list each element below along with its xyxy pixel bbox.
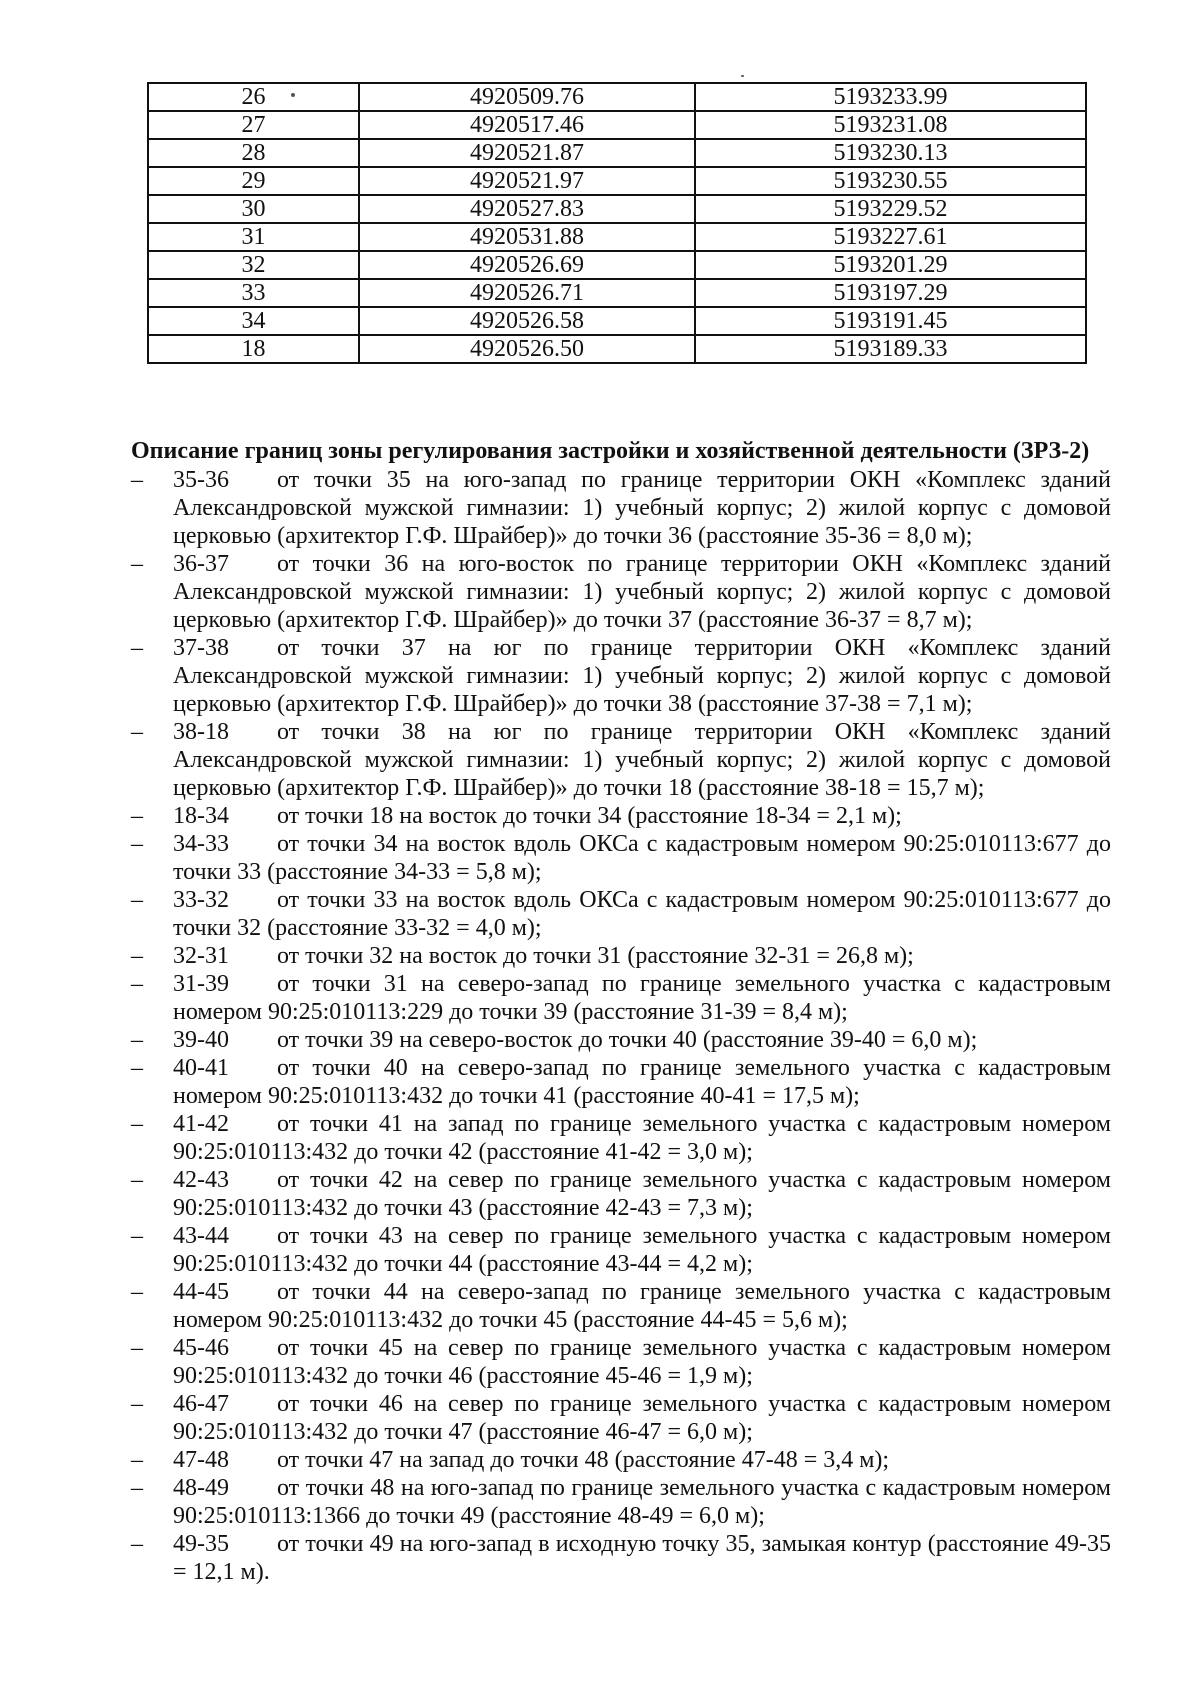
point-number-cell: 28 — [148, 139, 359, 167]
segment-id: 35-36 — [173, 467, 229, 493]
segment-text: от точки 38 на юг по границе территории ОКН «Комплекс зданий Александровской мужской гимназии: 1) учебный корпус; 2) жилой корпус с домовой церковью (архитектор Г.Ф. Шрайбер)» до точки 18 (расстояние 38-18 = 15,7 м); — [173, 719, 1111, 801]
list-item — [131, 970, 1111, 1026]
list-item — [131, 802, 1111, 830]
list-item — [131, 830, 1111, 886]
segment-text: от точки 48 на юго-запад по границе земельного участка с кадастровым номером 90:25:010113:1366 до точки 49 (расстояние 48-49 = 6,0 м); — [173, 1475, 1111, 1529]
y-coordinate-cell: 5193230.13 — [695, 139, 1086, 167]
segment-text: от точки 47 на запад до точки 48 (расстояние 47-48 = 3,4 м); — [277, 1447, 890, 1473]
table-row — [148, 279, 1086, 307]
segment-text: от точки 33 на восток вдоль ОКСа с кадастровым номером 90:25:010113:677 до точки 32 (расстояние 33-32 = 4,0 м); — [173, 887, 1111, 941]
x-coordinate-cell: 4920526.50 — [359, 335, 695, 363]
segment-id: 33-32 — [173, 887, 229, 913]
point-number-cell: 30 — [148, 195, 359, 223]
segment-text: от точки 18 на восток до точки 34 (расстояние 18-34 = 2,1 м); — [277, 803, 902, 829]
list-dash: – — [131, 971, 143, 997]
x-coordinate-cell: 4920517.46 — [359, 111, 695, 139]
point-number-cell: 27 — [148, 111, 359, 139]
segment-id: 43-44 — [173, 1223, 229, 1249]
scan-speck — [291, 93, 295, 97]
segment-id: 36-37 — [173, 551, 229, 577]
x-coordinate-cell: 4920527.83 — [359, 195, 695, 223]
x-coordinate-cell: 4920526.69 — [359, 251, 695, 279]
segment-id: 37-38 — [173, 635, 229, 661]
segment-id: 31-39 — [173, 971, 229, 997]
segment-description — [173, 550, 1111, 634]
y-coordinate-cell: 5193189.33 — [695, 335, 1086, 363]
list-dash: – — [131, 467, 143, 493]
table-row — [148, 167, 1086, 195]
table-row — [148, 195, 1086, 223]
segment-text: от точки 49 на юго-запад в исходную точку 35, замыкая контур (расстояние 49-35 = 12,1 м). — [173, 1531, 1111, 1585]
segment-text: от точки 39 на северо-восток до точки 40 (расстояние 39-40 = 6,0 м); — [277, 1027, 978, 1053]
segment-description — [173, 942, 1111, 970]
list-dash: – — [131, 943, 143, 969]
y-coordinate-cell: 5193231.08 — [695, 111, 1086, 139]
table-row — [148, 139, 1086, 167]
segment-text: от точки 43 на север по границе земельного участка с кадастровым номером 90:25:010113:432 до точки 44 (расстояние 43-44 = 4,2 м); — [173, 1223, 1111, 1277]
point-number-cell: 26 — [148, 83, 359, 111]
boundary-segment-list — [131, 466, 1111, 1586]
list-item — [131, 1474, 1111, 1530]
point-number-cell: 18 — [148, 335, 359, 363]
list-item — [131, 634, 1111, 718]
segment-id: 18-34 — [173, 803, 229, 829]
segment-id: 40-41 — [173, 1055, 229, 1081]
x-coordinate-cell: 4920526.58 — [359, 307, 695, 335]
segment-id: 45-46 — [173, 1335, 229, 1361]
list-dash: – — [131, 635, 143, 661]
list-dash: – — [131, 719, 143, 745]
list-item — [131, 550, 1111, 634]
segment-text: от точки 36 на юго-восток по границе территории ОКН «Комплекс зданий Александровской мужской гимназии: 1) учебный корпус; 2) жилой корпус с домовой церковью (архитектор Г.Ф. Шрайбер)» до точки 37 (расстояние 36-37 = 8,7 м); — [173, 551, 1111, 633]
list-item — [131, 1278, 1111, 1334]
list-item — [131, 1390, 1111, 1446]
segment-id: 47-48 — [173, 1447, 229, 1473]
list-dash: – — [131, 1055, 143, 1081]
table-row — [148, 223, 1086, 251]
table-row — [148, 111, 1086, 139]
list-item — [131, 886, 1111, 942]
segment-description — [173, 1446, 1111, 1474]
coordinates-table-body — [148, 83, 1086, 363]
segment-id: 32-31 — [173, 943, 229, 969]
list-item — [131, 1334, 1111, 1390]
x-coordinate-cell: 4920521.87 — [359, 139, 695, 167]
segment-description — [173, 1110, 1111, 1166]
segment-text: от точки 32 на восток до точки 31 (расстояние 32-31 = 26,8 м); — [277, 943, 914, 969]
y-coordinate-cell: 5193227.61 — [695, 223, 1086, 251]
segment-text: от точки 44 на северо-запад по границе земельного участка с кадастровым номером 90:25:010113:432 до точки 45 (расстояние 44-45 = 5,6 м); — [173, 1279, 1111, 1333]
segment-description — [173, 466, 1111, 550]
y-coordinate-cell: 5193229.52 — [695, 195, 1086, 223]
segment-description — [173, 1222, 1111, 1278]
list-dash: – — [131, 1279, 143, 1305]
list-dash: – — [131, 1447, 143, 1473]
segment-text: от точки 46 на север по границе земельного участка с кадастровым номером 90:25:010113:432 до точки 47 (расстояние 46-47 = 6,0 м); — [173, 1391, 1111, 1445]
list-dash: – — [131, 551, 143, 577]
segment-text: от точки 37 на юг по границе территории ОКН «Комплекс зданий Александровской мужской гимназии: 1) учебный корпус; 2) жилой корпус с домовой церковью (архитектор Г.Ф. Шрайбер)» до точки 38 (расстояние 37-38 = 7,1 м); — [173, 635, 1111, 717]
list-dash: – — [131, 1167, 143, 1193]
y-coordinate-cell: 5193197.29 — [695, 279, 1086, 307]
table-row — [148, 83, 1086, 111]
list-item — [131, 1530, 1111, 1586]
segment-description — [173, 1334, 1111, 1390]
table-row — [148, 307, 1086, 335]
segment-description — [173, 718, 1111, 802]
list-item — [131, 1222, 1111, 1278]
list-item — [131, 1110, 1111, 1166]
segment-text: от точки 40 на северо-запад по границе земельного участка с кадастровым номером 90:25:010113:432 до точки 41 (расстояние 40-41 = 17,5 м); — [173, 1055, 1111, 1109]
segment-description — [173, 634, 1111, 718]
segment-id: 38-18 — [173, 719, 229, 745]
point-number-cell: 32 — [148, 251, 359, 279]
segment-description — [173, 1390, 1111, 1446]
section-heading: Описание границ зоны регулирования застройки и хозяйственной деятельности (ЗРЗ-2) — [131, 438, 1090, 464]
list-item — [131, 1166, 1111, 1222]
segment-text: от точки 34 на восток вдоль ОКСа с кадастровым номером 90:25:010113:677 до точки 33 (расстояние 34-33 = 5,8 м); — [173, 831, 1111, 885]
list-dash: – — [131, 1223, 143, 1249]
segment-id: 39-40 — [173, 1027, 229, 1053]
point-number-cell: 34 — [148, 307, 359, 335]
segment-id: 41-42 — [173, 1111, 229, 1137]
list-dash: – — [131, 803, 143, 829]
list-dash: – — [131, 831, 143, 857]
point-number-cell: 33 — [148, 279, 359, 307]
table-row — [148, 251, 1086, 279]
list-dash: – — [131, 1111, 143, 1137]
segment-description — [173, 802, 1111, 830]
segment-text: от точки 45 на север по границе земельного участка с кадастровым номером 90:25:010113:432 до точки 46 (расстояние 45-46 = 1,9 м); — [173, 1335, 1111, 1389]
x-coordinate-cell: 4920509.76 — [359, 83, 695, 111]
segment-id: 48-49 — [173, 1475, 229, 1501]
list-item — [131, 1446, 1111, 1474]
segment-description — [173, 1026, 1111, 1054]
x-coordinate-cell: 4920531.88 — [359, 223, 695, 251]
list-dash: – — [131, 887, 143, 913]
segment-id: 42-43 — [173, 1167, 229, 1193]
segment-text: от точки 42 на север по границе земельного участка с кадастровым номером 90:25:010113:432 до точки 43 (расстояние 42-43 = 7,3 м); — [173, 1167, 1111, 1221]
segment-description — [173, 886, 1111, 942]
scan-speck — [741, 75, 744, 77]
x-coordinate-cell: 4920526.71 — [359, 279, 695, 307]
segment-id: 34-33 — [173, 831, 229, 857]
segment-text: от точки 31 на северо-запад по границе земельного участка с кадастровым номером 90:25:010113:229 до точки 39 (расстояние 31-39 = 8,4 м); — [173, 971, 1111, 1025]
point-number-cell: 29 — [148, 167, 359, 195]
x-coordinate-cell: 4920521.97 — [359, 167, 695, 195]
list-item — [131, 1054, 1111, 1110]
y-coordinate-cell: 5193230.55 — [695, 167, 1086, 195]
list-dash: – — [131, 1027, 143, 1053]
segment-description — [173, 1474, 1111, 1530]
segment-id: 46-47 — [173, 1391, 229, 1417]
list-item — [131, 1026, 1111, 1054]
segment-description — [173, 830, 1111, 886]
segment-description — [173, 1530, 1111, 1586]
y-coordinate-cell: 5193233.99 — [695, 83, 1086, 111]
segment-description — [173, 1278, 1111, 1334]
segment-id: 44-45 — [173, 1279, 229, 1305]
list-dash: – — [131, 1391, 143, 1417]
table-row — [148, 335, 1086, 363]
segment-description — [173, 970, 1111, 1026]
list-item — [131, 942, 1111, 970]
segment-text: от точки 35 на юго-запад по границе территории ОКН «Комплекс зданий Александровской мужской гимназии: 1) учебный корпус; 2) жилой корпус с домовой церковью (архитектор Г.Ф. Шрайбер)» до точки 36 (расстояние 35-36 = 8,0 м); — [173, 467, 1111, 549]
point-number-cell: 31 — [148, 223, 359, 251]
segment-description — [173, 1054, 1111, 1110]
list-item — [131, 466, 1111, 550]
segment-description — [173, 1166, 1111, 1222]
list-dash: – — [131, 1475, 143, 1501]
list-dash: – — [131, 1335, 143, 1361]
segment-id: 49-35 — [173, 1531, 229, 1557]
list-item — [131, 718, 1111, 802]
y-coordinate-cell: 5193191.45 — [695, 307, 1086, 335]
coordinates-table — [147, 82, 1087, 364]
list-dash: – — [131, 1531, 143, 1557]
segment-text: от точки 41 на запад по границе земельного участка с кадастровым номером 90:25:010113:432 до точки 42 (расстояние 41-42 = 3,0 м); — [173, 1111, 1111, 1165]
y-coordinate-cell: 5193201.29 — [695, 251, 1086, 279]
